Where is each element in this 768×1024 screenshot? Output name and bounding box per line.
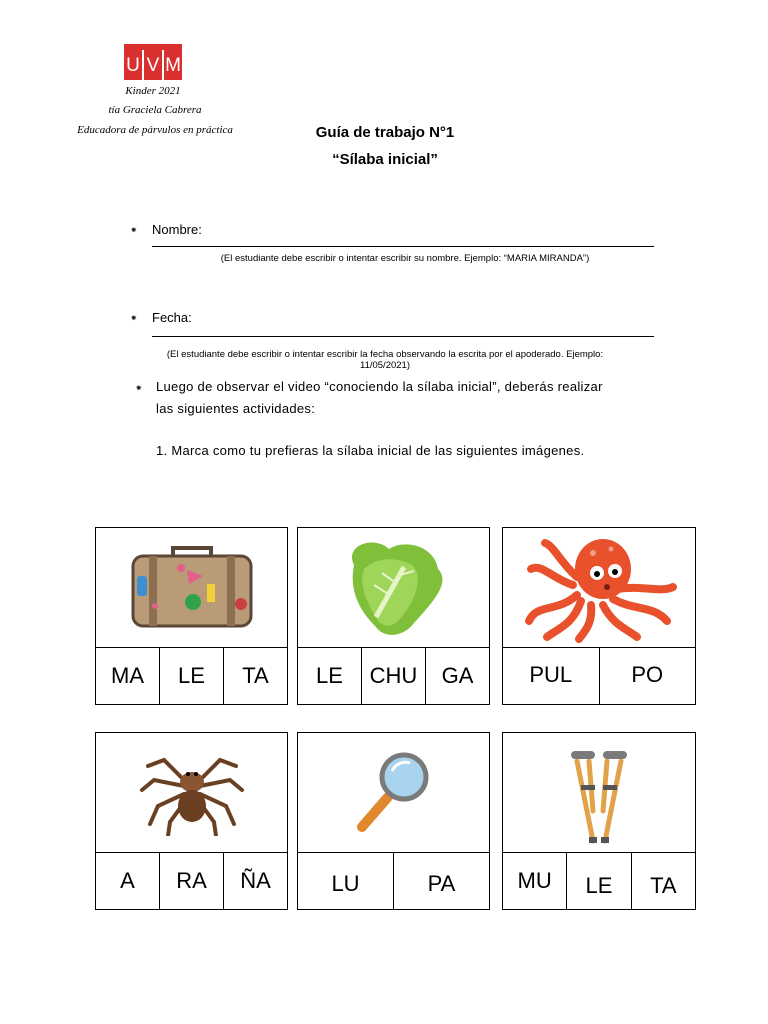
header-kinder: Kinder 2021	[125, 85, 181, 97]
syllable-row	[96, 648, 287, 704]
card-image	[503, 528, 695, 648]
date-line[interactable]	[152, 336, 654, 337]
logo-letter-v: V	[144, 44, 162, 80]
name-line[interactable]	[152, 246, 654, 247]
card-image	[503, 733, 695, 853]
syllable-cell[interactable]: LE	[159, 648, 223, 704]
date-note-example: 11/05/2021)	[359, 360, 410, 371]
card-octopus	[502, 527, 696, 705]
syllable-cell[interactable]: PUL	[529, 662, 573, 687]
magnifier-icon	[354, 751, 434, 835]
syllable-cell[interactable]: A	[120, 868, 135, 893]
bullet-icon: ⁕	[130, 313, 138, 323]
octopus-icon	[517, 533, 681, 643]
syllable-cell[interactable]: RA	[159, 853, 223, 909]
header-role: Educadora de párvulos en práctica	[77, 124, 233, 136]
crutches-icon	[559, 741, 639, 845]
syllable-cell[interactable]: LE	[316, 663, 343, 688]
syllable-cell[interactable]: CHU	[361, 648, 425, 704]
syllable-cell[interactable]: LU	[331, 871, 360, 896]
syllable-row	[298, 648, 489, 704]
syllable-cell[interactable]: PA	[393, 853, 489, 909]
syllable-row	[503, 853, 695, 909]
syllable-row	[298, 853, 489, 909]
instruction-item-1: 1. Marca como tu prefieras la sílaba inicial de las siguientes imágenes.	[156, 443, 585, 458]
syllable-cell[interactable]: LE	[566, 853, 630, 909]
card-crutches	[502, 732, 696, 910]
bullet-icon: ⁕	[130, 225, 138, 235]
card-lettuce	[297, 527, 490, 705]
date-note: (El estudiante debe escribir o intentar escribir la fecha observando la escrita por el apoderado. Ejemplo:	[166, 349, 604, 360]
header-teacher: tía Graciela Cabrera	[108, 104, 202, 116]
syllable-cell[interactable]: MU	[517, 868, 552, 893]
card-image	[298, 528, 489, 648]
name-label: Nombre:	[152, 222, 202, 237]
page-title: Guía de trabajo N°1	[315, 124, 455, 141]
card-image	[96, 733, 287, 853]
instructions-text: Luego de observar el video “conociendo la sílaba inicial”, deberás realizar	[156, 379, 603, 394]
uvm-logo	[124, 44, 182, 80]
spider-icon	[140, 750, 244, 836]
bullet-icon: ⁕	[135, 383, 143, 393]
card-suitcase	[95, 527, 288, 705]
suitcase-icon	[129, 546, 255, 630]
card-magnifier	[297, 732, 490, 910]
syllable-cell[interactable]: TA	[631, 853, 695, 909]
name-note: (El estudiante debe escribir o intentar escribir su nombre. Ejemplo: “MARIA MIRANDA”)	[220, 253, 590, 264]
lettuce-icon	[334, 535, 454, 641]
syllable-cell[interactable]: GA	[425, 648, 489, 704]
syllable-row	[96, 853, 287, 909]
syllable-cell[interactable]: MA	[111, 663, 144, 688]
date-label: Fecha:	[152, 310, 192, 325]
card-image	[96, 528, 287, 648]
syllable-row	[503, 648, 695, 704]
logo-letter-m: M	[164, 44, 182, 80]
syllable-cell[interactable]: ÑA	[223, 853, 287, 909]
card-image	[298, 733, 489, 853]
syllable-cell[interactable]: PO	[599, 648, 696, 704]
syllable-cell[interactable]: TA	[223, 648, 287, 704]
instructions-text-2: las siguientes actividades:	[156, 401, 316, 416]
page-subtitle: “Sílaba inicial”	[332, 151, 438, 168]
logo-letter-u: U	[124, 44, 142, 80]
card-spider	[95, 732, 288, 910]
